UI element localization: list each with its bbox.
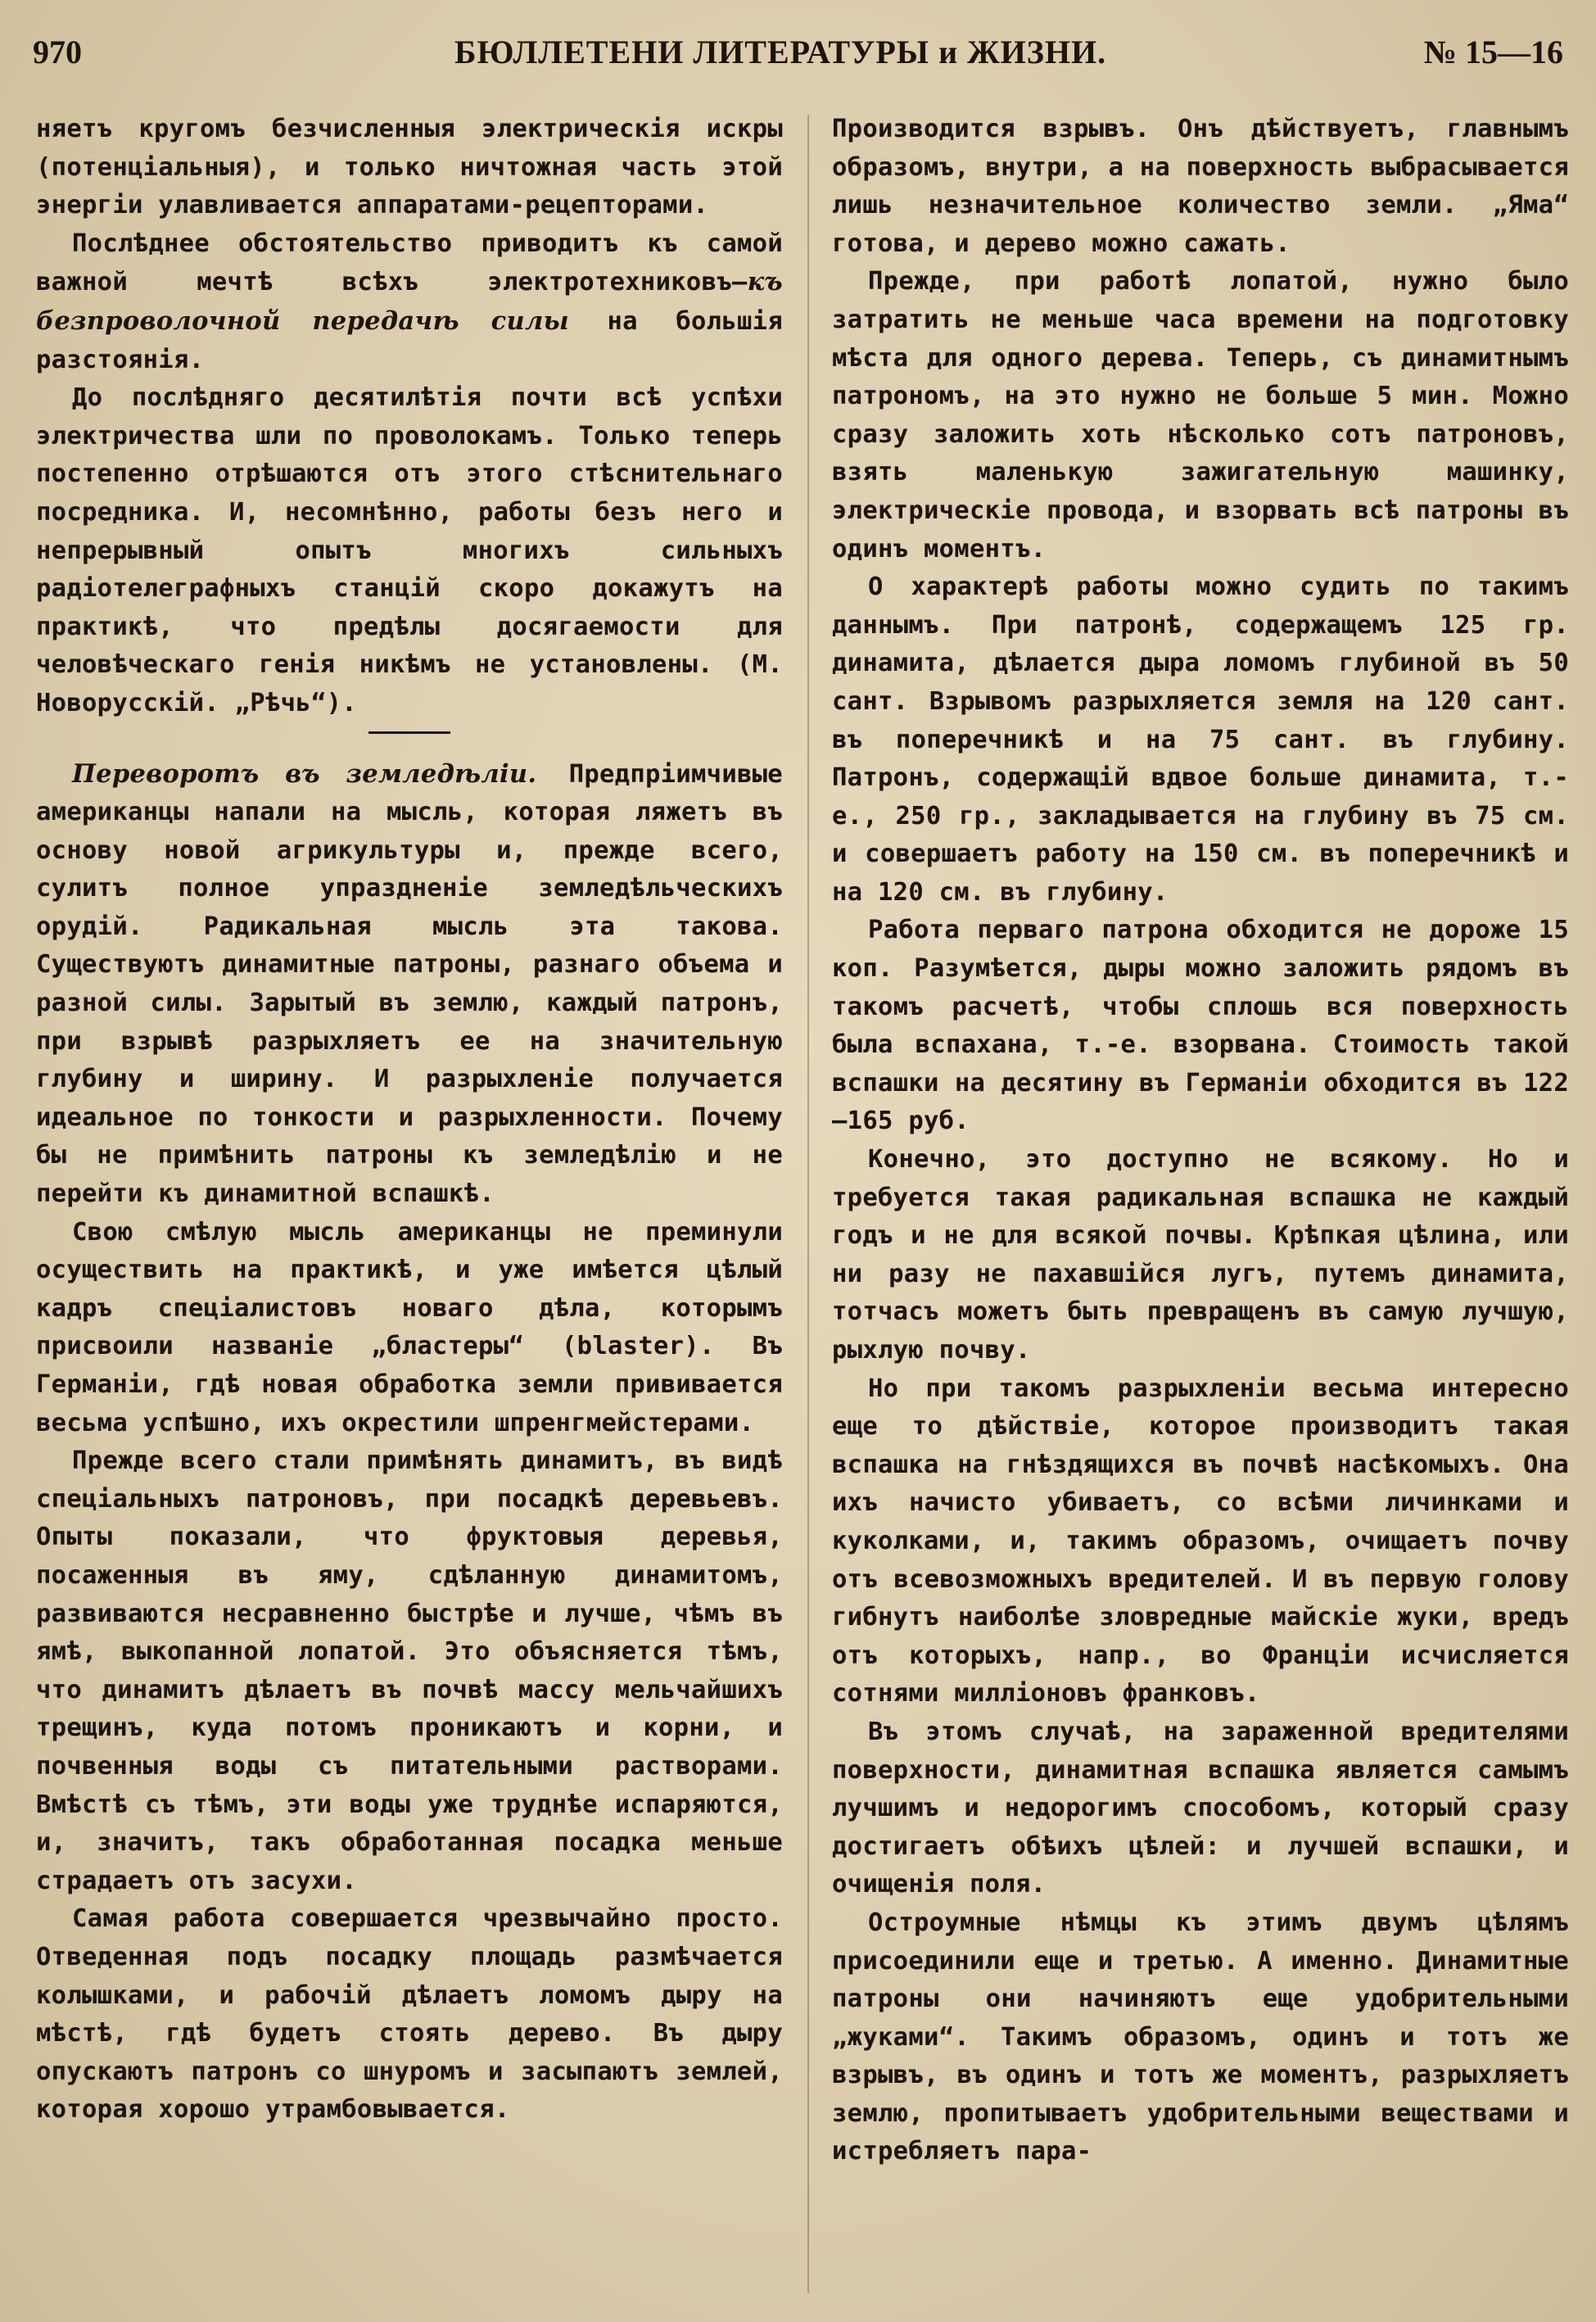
paragraph: Конечно, это доступно не всякому. Но и требуется такая радикальная вспашка не каждый годъ и не для всякой почвы. Крѣпкая цѣлина, или ни разу не пахавшійся лугъ, путемъ динамита, тотчасъ можетъ быть превращенъ въ самую лучшую, рыхлую почву. [832, 1145, 1569, 1365]
column-divider [807, 115, 809, 2293]
paragraph: О характерѣ работы можно судить по такимъ даннымъ. При патронѣ, содержащемъ 125 гр. динамита, дѣлается дыра ломомъ глубиной въ 50 сант. Взрывомъ разрыхляется земля на 120 сант. въ поперечникѣ и на 75 сант. въ глубину. Патронъ, содержащій вдвое больше динамита, т.-е., 250 гр., закладывается на глубину въ 75 см. и совершаетъ работу на 150 см. въ поперечникѣ и на 120 см. въ глубину. [832, 573, 1569, 907]
article-title: Переворотъ въ земледѣліи. [72, 758, 537, 789]
right-column [832, 111, 1569, 2297]
paragraph: Прежде всего стали примѣнять динамитъ, въ видѣ спеціальныхъ патроновъ, при посадкѣ деревьевъ. Опыты показали, что фруктовыя деревья, посаженныя въ яму, сдѣланную динамитомъ, развиваются несравненно быстрѣе и лучше, чѣмъ въ ямѣ, выкопанной лопатой. Это объясняется тѣмъ, что динамитъ дѣлаетъ въ почвѣ массу мельчайшихъ трещинъ, куда потомъ проникаютъ и корни, и почвенныя воды съ питательными растворами. Вмѣстѣ съ тѣмъ, эти воды уже труднѣе испаряются, и, значитъ, такъ обработанная посадка меньше страдаетъ отъ засухи. [36, 1446, 783, 1895]
paragraph: Остроумные нѣмцы къ этимъ двумъ цѣлямъ присоединили еще и третью. А именно. Динамитные патроны они начиняютъ еще удобрительными „жуками“. Такимъ образомъ, одинъ и тотъ же взрывъ, въ одинъ и тотъ же моментъ, разрыхляетъ землю, пропитываетъ удобрительными веществами и истребляетъ пара- [832, 1908, 1569, 2166]
paragraph: Но при такомъ разрыхленіи весьма интересно еще то дѣйствіе, которое производитъ такая вспашка на гнѣздящихся въ почвѣ насѣкомыхъ. Она ихъ начисто убиваетъ, со всѣми личинками и куколками, и, такимъ образомъ, очищаетъ почву отъ всевозможныхъ вредителей. И въ первую голову гибнутъ наиболѣе зловредные майскіе жуки, вредъ отъ которыхъ, напр., во Франціи исчисляется сотнями милліоновъ франковъ. [832, 1374, 1569, 1709]
emphasis-phrase: къ безпроволочной передачѣ силы [36, 267, 783, 336]
paragraph-text: на большія разстоянія. [36, 306, 783, 374]
paragraph: Въ этомъ случаѣ, на зараженной вредителями поверхности, динамитная вспашка является самымъ лучшимъ и недорогимъ способомъ, который сразу достигаетъ обѣихъ цѣлей: и лучшей вспашки, и очищенія поля. [832, 1717, 1569, 1899]
paragraph-text: Предпріимчивые американцы напали на мысль, которая ляжетъ въ основу новой агрикультуры и, прежде всего, сулитъ полное упраздненіе земледѣльческихъ орудій. Радикальная мысль эта такова. Существуютъ динамитные патроны, разнаго объема и разной силы. Зарытый въ землю, каждый патронъ, при взрывѣ разрыхляетъ ее на значительную глубину и ширину. И разрыхленіе получается идеальное по тонкости и разрыхленности. Почему бы не примѣнить патроны къ земледѣлію и не перейти къ динамитной вспашкѣ. [36, 759, 783, 1209]
issue-number: № 15—16 [1423, 34, 1563, 70]
paragraph: Самая работа совершается чрезвычайно просто. Отведенная подъ посадку площадь размѣчается колышками, и рабочій дѣлаетъ ломомъ дыру на мѣстѣ, гдѣ будетъ стоять дерево. Въ дыру опускаютъ патронъ со шнуромъ и засыпаютъ землей, которая хорошо утрамбовывается. [36, 1904, 783, 2125]
left-column [36, 111, 783, 2297]
paragraph: Прежде, при работѣ лопатой, нужно было затратить не меньше часа времени на подготовку мѣста для одного дерева. Теперь, съ динамитнымъ патрономъ, на это нужно не больше 5 мин. Можно сразу заложить хоть нѣсколько сотъ патроновъ, взять маленькую зажигательную машинку, электрическіе провода, и взорвать всѣ патроны въ одинъ моментъ. [832, 267, 1569, 564]
paragraph-text: Послѣднее обстоятельство приводитъ къ самой важной мечтѣ всѣхъ электротехниковъ— [36, 229, 783, 297]
paragraph [36, 225, 783, 379]
section-separator [368, 731, 450, 734]
paragraph: Свою смѣлую мысль американцы не преминули осуществить на практикѣ, и уже имѣется цѣлый кадръ спеціалистовъ новаго дѣла, которымъ присвоили названіе „бластеры“ (blaster). Въ Германіи, гдѣ новая обработка земли прививается весьма успѣшно, ихъ окрестили шпренгмейстерами. [36, 1217, 783, 1437]
paragraph: няетъ кругомъ безчисленныя электрическія искры (потенціальныя), и только ничтожная часть этой энергіи улавливается аппаратами-рецепторами. [36, 115, 783, 220]
page-header [33, 28, 1563, 85]
paragraph: Работа перваго патрона обходится не дороже 15 коп. Разумѣется, дыры можно заложить рядомъ въ такомъ расчетѣ, чтобы сплошь вся поверхность была вспахана, т.-е. взорвана. Стоимость такой вспашки на десятину въ Германіи обходится въ 122—165 руб. [832, 916, 1569, 1136]
paragraph: Производится взрывъ. Онъ дѣйствуетъ, главнымъ образомъ, внутри, а на поверхность выбрасывается лишь незначительное количество земли. „Яма“ готова, и дерево можно сажать. [832, 115, 1569, 258]
journal-title: БЮЛЛЕТЕНИ ЛИТЕРАТУРЫ и ЖИЗНИ. [454, 34, 1107, 70]
page-number: 970 [33, 34, 82, 70]
paragraph: До послѣдняго десятилѣтія почти всѣ успѣхи электричества шли по проволокамъ. Только теперь постепенно отрѣшаются отъ этого стѣснительнаго посредника. И, несомнѣнно, работы безъ него и непрерывный опытъ многихъ сильныхъ радіотелеграфныхъ станцій скоро докажутъ на практикѣ, что предѣлы досягаемости для человѣческаго генія никѣмъ не установлены. (М. Новорусскій. „Рѣчь“). [36, 383, 783, 717]
paragraph [36, 755, 783, 1214]
